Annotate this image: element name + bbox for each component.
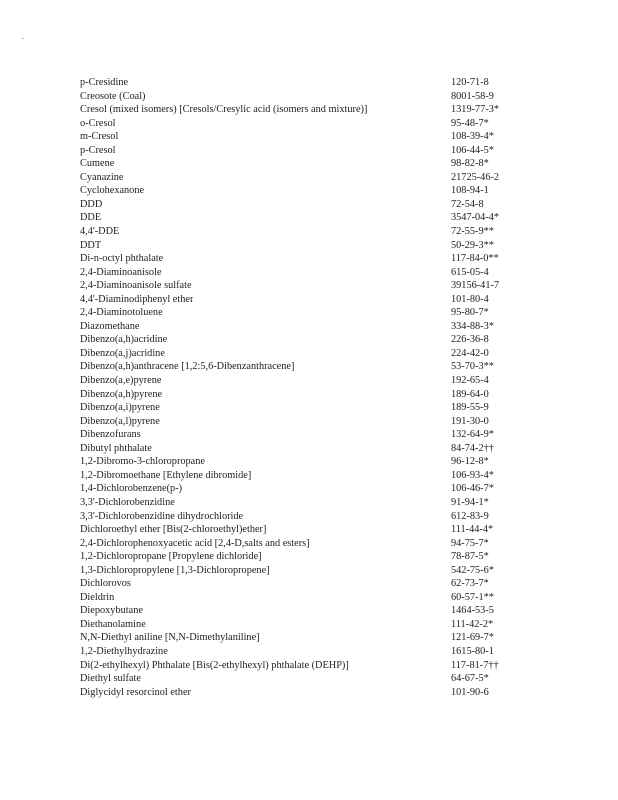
chemical-name: Creosote (Coal): [80, 90, 146, 102]
chemical-name: Diepoxybutane: [80, 605, 143, 617]
chemical-row: [80, 604, 550, 618]
chemical-name: Dichlorovos: [80, 578, 131, 590]
chemical-row: [80, 550, 550, 564]
cas-number: 72-54-8: [451, 198, 484, 210]
chemical-row: [80, 523, 550, 537]
chemical-name: Diazomethane: [80, 320, 140, 332]
chemical-name: Dieldrin: [80, 591, 115, 603]
chemical-name: Dibenzo(a,h)pyrene: [80, 388, 163, 400]
chemical-row: [80, 239, 550, 253]
chemical-row: [80, 388, 550, 402]
chemical-name: 4,4'-Diaminodiphenyl ether: [80, 293, 194, 305]
chemical-name: p-Cresol: [80, 144, 116, 156]
chemical-name: Dibenzo(a,h)acridine: [80, 334, 168, 346]
cas-number: 542-75-6*: [451, 564, 494, 576]
chemical-row: [80, 510, 550, 524]
cas-number: 106-46-7*: [451, 483, 494, 495]
cas-number: 91-94-1*: [451, 496, 489, 508]
chemical-row: [80, 320, 550, 334]
chemical-name: 2,4-Dichlorophenoxyacetic acid [2,4-D,salts and esters]: [80, 537, 310, 549]
chemical-name: Dibenzo(a,l)pyrene: [80, 415, 160, 427]
chemical-row: [80, 266, 550, 280]
chemical-name: Cyanazine: [80, 171, 124, 183]
chemical-name: DDE: [80, 212, 102, 224]
chemical-name: 1,2-Dibromo-3-chloropropane: [80, 456, 205, 468]
chemical-name: 2,4-Diaminoanisole: [80, 266, 162, 278]
chemical-name: 3,3'-Dichlorobenzidine dihydrochloride: [80, 510, 244, 522]
chemical-name: 3,3'-Dichlorobenzidine: [80, 496, 175, 508]
chemical-name: DDT: [80, 239, 102, 251]
chemical-row: [80, 279, 550, 293]
chemical-name: Cresol (mixed isomers) [Cresols/Cresylic acid (isomers and mixture)]: [80, 104, 368, 116]
cas-number: 101-80-4: [451, 293, 489, 305]
chemical-list: [80, 76, 550, 699]
chemical-row: [80, 577, 550, 591]
cas-number: 189-55-9: [451, 402, 489, 414]
cas-number: 53-70-3**: [451, 361, 494, 373]
cas-number: 60-57-1**: [451, 591, 494, 603]
chemical-name: m-Cresol: [80, 131, 119, 143]
cas-number: 189-64-0: [451, 388, 489, 400]
cas-number: 78-87-5*: [451, 551, 489, 563]
cas-number: 334-88-3*: [451, 320, 494, 332]
chemical-row: [80, 306, 550, 320]
cas-number: 96-12-8*: [451, 456, 489, 468]
chemical-row: [80, 428, 550, 442]
chemical-name: p-Cresidine: [80, 77, 129, 88]
chemical-name: Dichloroethyl ether [Bis(2-chloroethyl)ether]: [80, 524, 267, 536]
scan-speck: [22, 38, 24, 39]
chemical-row: [80, 469, 550, 483]
cas-number: 111-44-4*: [451, 524, 494, 536]
chemical-name: Di-n-octyl phthalate: [80, 253, 164, 265]
cas-number: 111-42-2*: [451, 618, 494, 630]
cas-number: 101-90-6: [451, 686, 489, 698]
chemical-name: Di(2-ethylhexyl) Phthalate [Bis(2-ethylhexyl) phthalate (DEHP)]: [80, 659, 349, 671]
cas-number: 1464-53-5: [451, 605, 494, 617]
chemical-name: Cumene: [80, 158, 115, 170]
chemical-name: N,N-Diethyl aniline [N,N-Dimethylaniline]: [80, 632, 260, 644]
chemical-row: [80, 293, 550, 307]
chemical-name: 1,3-Dichloropropylene [1,3-Dichloropropene]: [80, 564, 270, 576]
chemical-row: [80, 347, 550, 361]
chemical-row: [80, 686, 550, 700]
chemical-name: Dibenzo(a,i)pyrene: [80, 402, 160, 414]
cas-number: 1615-80-1: [451, 645, 494, 657]
cas-number: 226-36-8: [451, 334, 489, 346]
chemical-name: Cyclohexanone: [80, 185, 145, 197]
chemical-row: [80, 537, 550, 551]
chemical-name: 1,2-Diethylhydrazine: [80, 645, 168, 657]
cas-number: 108-94-1: [451, 185, 489, 197]
chemical-row: [80, 659, 550, 673]
cas-number: 1319-77-3*: [451, 104, 500, 116]
cas-number: 21725-46-2: [451, 171, 500, 183]
chemical-row: [80, 211, 550, 225]
chemical-name: Dibenzo(a,e)pyrene: [80, 375, 162, 387]
cas-number: 106-44-5*: [451, 144, 494, 156]
chemical-name: 4,4'-DDE: [80, 226, 120, 238]
cas-number: 132-64-9*: [451, 429, 494, 441]
chemical-row: [80, 333, 550, 347]
chemical-row: [80, 360, 550, 374]
cas-number: 106-93-4*: [451, 469, 494, 481]
cas-number: 72-55-9**: [451, 226, 494, 238]
chemical-name: o-Cresol: [80, 117, 116, 129]
chemical-row: [80, 90, 550, 104]
cas-number: 117-81-7††: [451, 659, 499, 671]
chemical-row: [80, 225, 550, 239]
chemical-row: [80, 117, 550, 131]
cas-number: 94-75-7*: [451, 537, 489, 549]
chemical-row: [80, 564, 550, 578]
cas-number: 39156-41-7: [451, 280, 500, 292]
cas-number: 224-42-0: [451, 347, 489, 359]
cas-number: 98-82-8*: [451, 158, 489, 170]
cas-number: 95-80-7*: [451, 307, 489, 319]
chemical-row: [80, 157, 550, 171]
chemical-row: [80, 103, 550, 117]
chemical-row: [80, 631, 550, 645]
chemical-name: DDD: [80, 198, 103, 210]
cas-number: 64-67-5*: [451, 673, 489, 685]
cas-number: 191-30-0: [451, 415, 489, 427]
chemical-name: 1,2-Dichloropropane [Propylene dichloride]: [80, 551, 262, 563]
cas-number: 121-69-7*: [451, 632, 494, 644]
chemical-name: Diethanolamine: [80, 618, 146, 630]
chemical-row: [80, 455, 550, 469]
chemical-row: [80, 645, 550, 659]
chemical-row: [80, 252, 550, 266]
chemical-name: Dibenzofurans: [80, 429, 141, 441]
chemical-row: [80, 415, 550, 429]
chemical-row: [80, 144, 550, 158]
chemical-name: 2,4-Diaminotoluene: [80, 307, 163, 319]
chemical-name: Dibenzo(a,h)anthracene [1,2:5,6-Dibenzanthracene]: [80, 361, 295, 373]
chemical-row: [80, 672, 550, 686]
chemical-row: [80, 618, 550, 632]
cas-number: 108-39-4*: [451, 131, 494, 143]
chemical-name: 1,4-Dichlorobenzene(p-): [80, 483, 183, 495]
cas-number: 8001-58-9: [451, 90, 494, 102]
chemical-row: [80, 442, 550, 456]
chemical-name: Diglycidyl resorcinol ether: [80, 686, 191, 698]
cas-number: 50-29-3**: [451, 239, 494, 251]
chemical-name: 2,4-Diaminoanisole sulfate: [80, 280, 192, 292]
cas-number: 615-05-4: [451, 266, 489, 278]
cas-number: 192-65-4: [451, 375, 489, 387]
cas-number: 120-71-8: [451, 77, 489, 88]
chemical-row: [80, 184, 550, 198]
chemical-row: [80, 401, 550, 415]
chemical-name: 1,2-Dibromoethane [Ethylene dibromide]: [80, 469, 252, 481]
chemical-row: [80, 374, 550, 388]
cas-number: 612-83-9: [451, 510, 489, 522]
chemical-row: [80, 130, 550, 144]
chemical-row: [80, 171, 550, 185]
chemical-row: [80, 496, 550, 510]
chemical-row: [80, 76, 550, 90]
chemical-name: Diethyl sulfate: [80, 673, 141, 685]
cas-number: 117-84-0**: [451, 253, 499, 265]
cas-number: 62-73-7*: [451, 578, 489, 590]
chemical-row: [80, 482, 550, 496]
cas-number: 84-74-2††: [451, 442, 494, 454]
cas-number: 95-48-7*: [451, 117, 489, 129]
chemical-row: [80, 591, 550, 605]
chemical-name: Dibenzo(a,j)acridine: [80, 347, 165, 359]
chemical-name: Dibutyl phthalate: [80, 442, 152, 454]
chemical-row: [80, 198, 550, 212]
cas-number: 3547-04-4*: [451, 212, 500, 224]
